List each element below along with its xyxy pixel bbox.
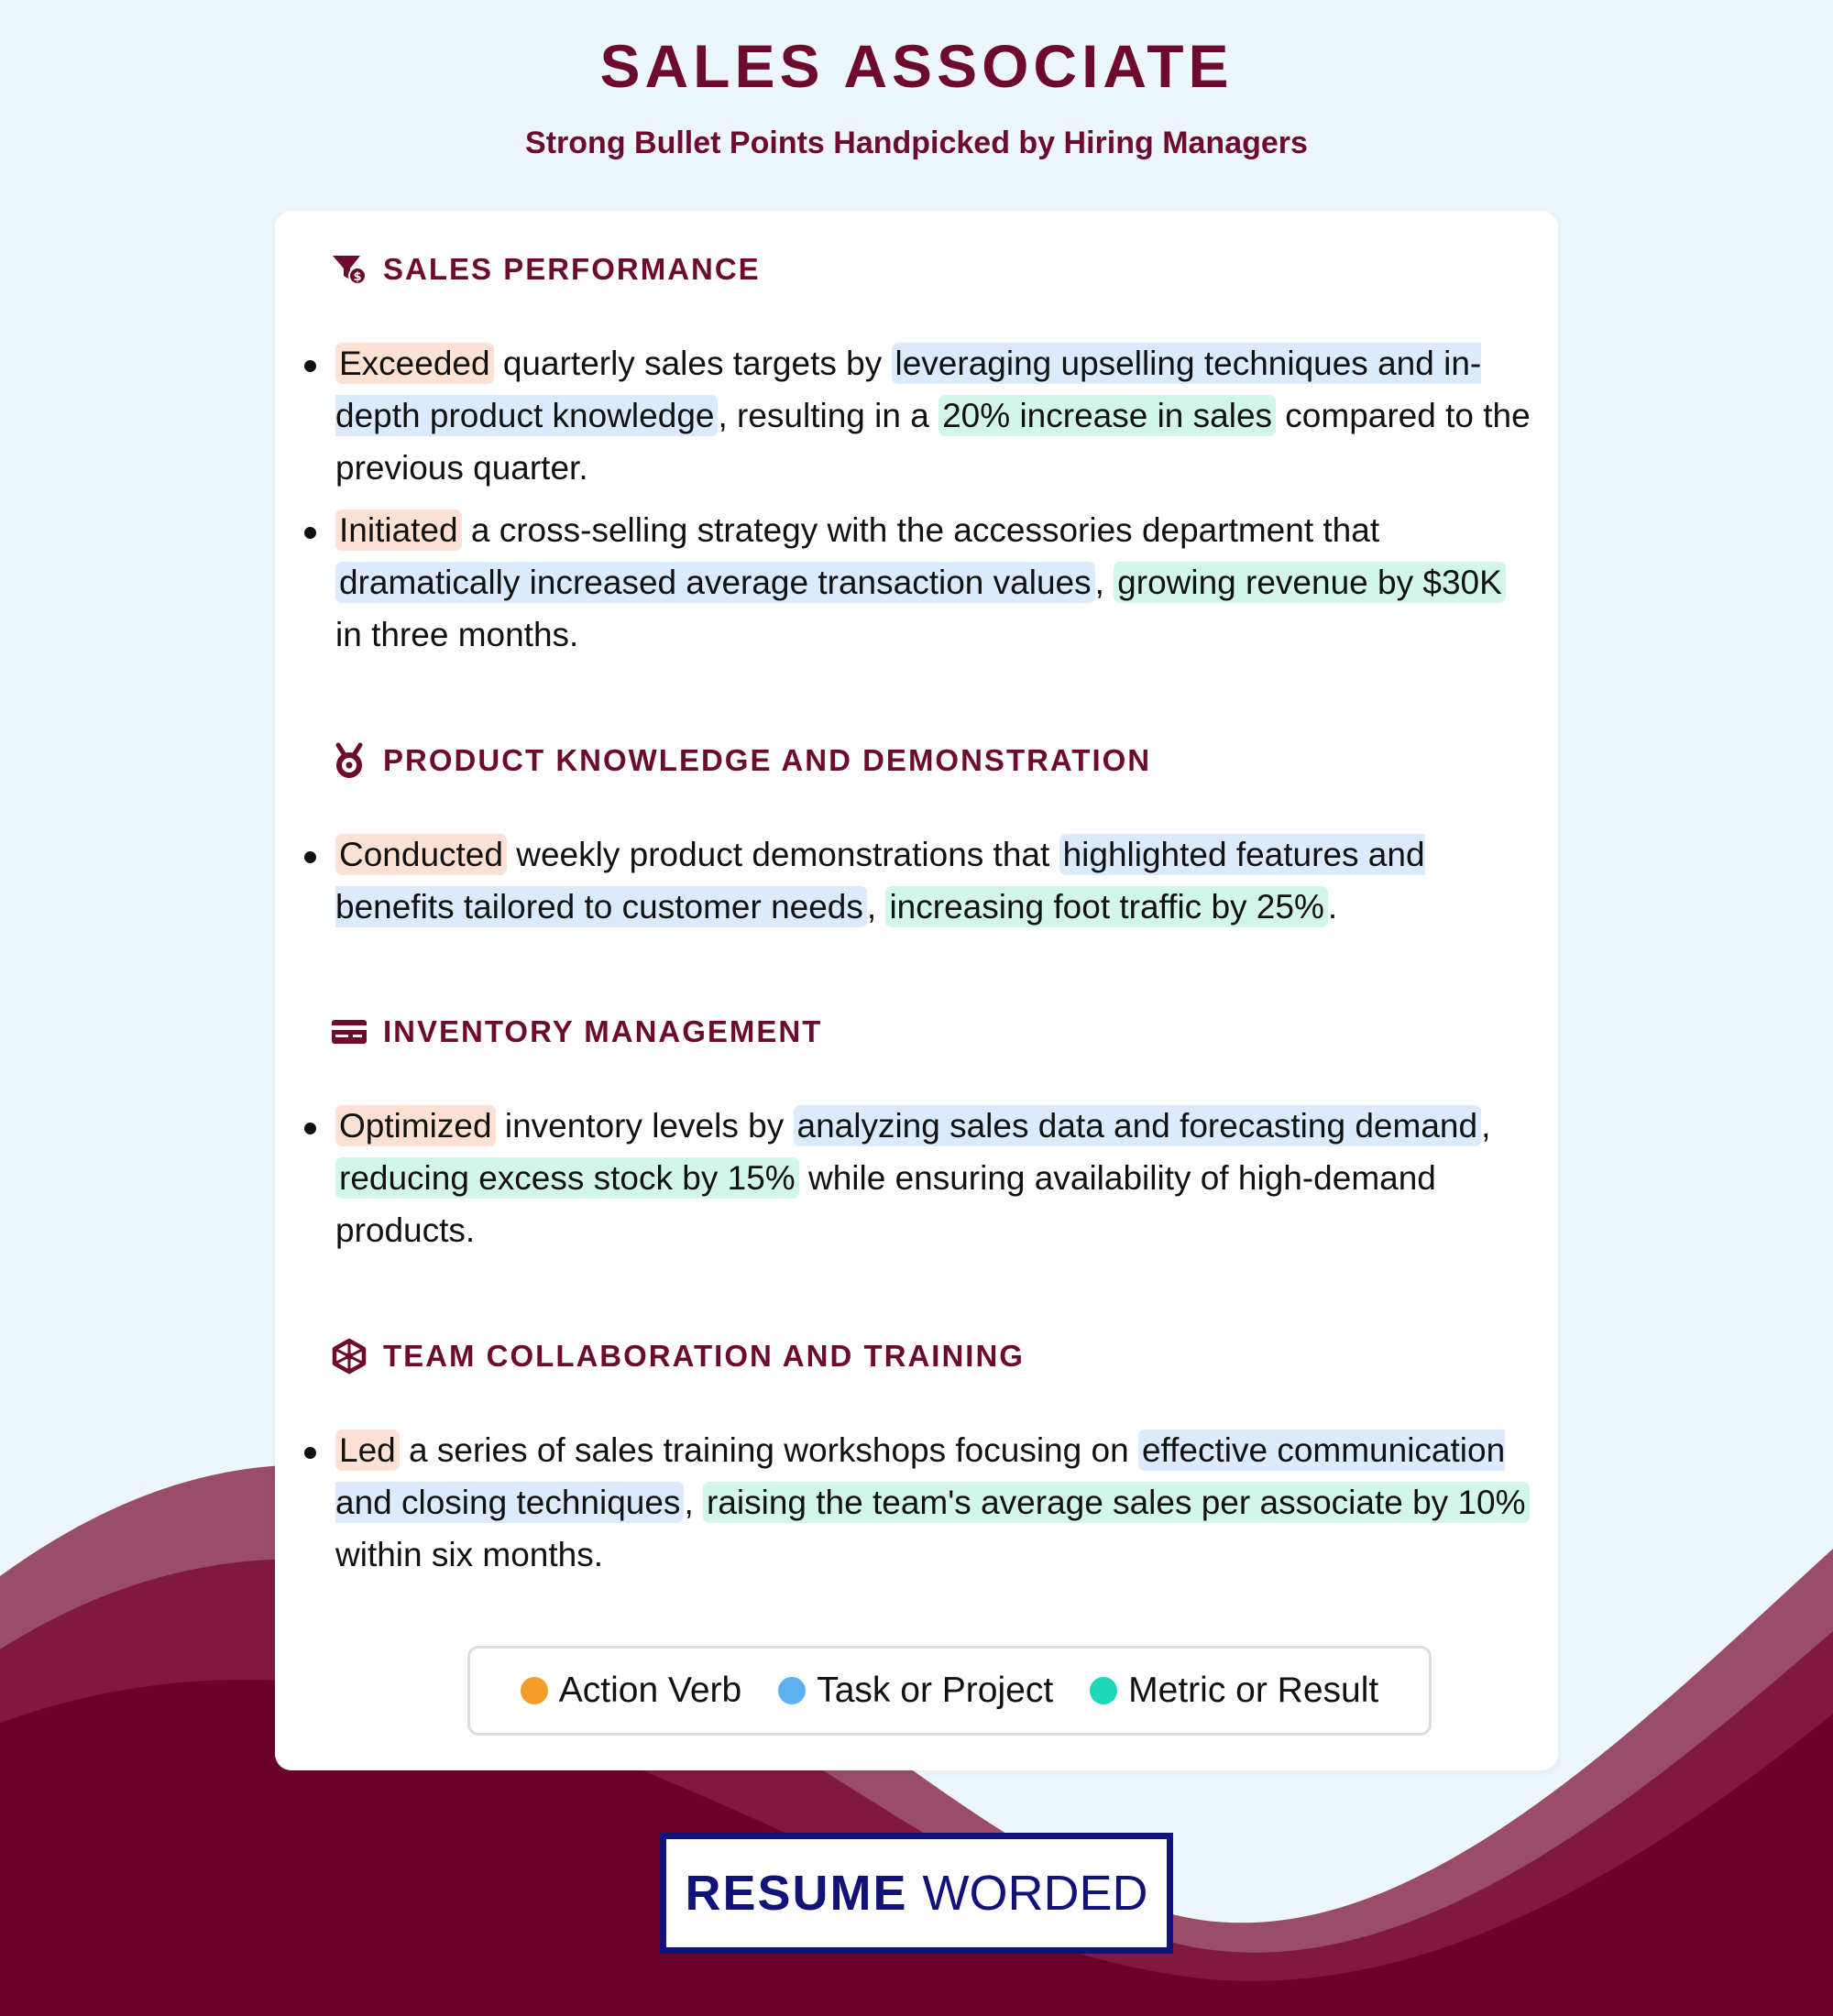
logo-text-bold: RESUME (685, 1866, 908, 1921)
cube-network-icon (328, 1335, 370, 1377)
action-highlight: Initiated (335, 509, 462, 551)
bullet-list (302, 828, 1531, 943)
section-title: TEAM COLLABORATION AND TRAINING (383, 1339, 1025, 1373)
card-icon (328, 1011, 370, 1053)
section-header (328, 1008, 822, 1056)
bullet-item: Initiated a cross-selling strategy with the accessories department that dramatically increased average transaction values , growing revenue by $30K in three months. (302, 504, 1531, 661)
bullet-points-card (275, 211, 1558, 1770)
metric-highlight: growing revenue by $30K (1114, 562, 1506, 603)
bullet-item: Optimized inventory levels by analyzing sales data and forecasting demand , reducing excess stock by 15% while ensuring availability of high-demand products. (302, 1100, 1531, 1256)
section-header (328, 737, 1151, 784)
page-subtitle: Strong Bullet Points Handpicked by Hiring Managers (525, 126, 1308, 160)
task-highlight: highlighted features and benefits tailored to customer needs (335, 836, 1425, 926)
bullet-item: Conducted weekly product demonstrations that highlighted features and benefits tailored to customer needs , increasing foot traffic by 25% . (302, 828, 1531, 933)
task-highlight: dramatically increased average transaction values (335, 562, 1095, 603)
legend-dot-icon (1090, 1677, 1117, 1704)
page-header (0, 29, 1833, 161)
section-title: INVENTORY MANAGEMENT (383, 1014, 823, 1048)
task-highlight: analyzing sales data and forecasting demand (794, 1105, 1482, 1146)
task-highlight: effective communication and closing techniques (335, 1431, 1506, 1521)
action-highlight: Conducted (335, 834, 507, 875)
legend-item-action-verb (521, 1671, 741, 1711)
section-header (328, 1332, 1025, 1380)
svg-text:$: $ (353, 270, 362, 284)
medal-icon (328, 740, 370, 782)
legend-dot-icon (521, 1677, 548, 1704)
funnel-dollar-icon (328, 248, 370, 290)
section-header (328, 246, 761, 293)
legend-label: Action Verb (558, 1671, 742, 1710)
legend-item-metric-or-result (1090, 1671, 1378, 1711)
bullet-item: Exceeded quarterly sales targets by leveraging upselling techniques and in-depth product knowledge , resulting in a 20% increase in sales compared to the previous quarter. (302, 337, 1531, 494)
legend-item-task-or-project (778, 1671, 1053, 1711)
bullet-list (302, 1424, 1531, 1591)
page-title: SALES ASSOCIATE (599, 32, 1234, 100)
metric-highlight: raising the team's average sales per associate by 10% (703, 1482, 1530, 1523)
bullet-item: Led a series of sales training workshops focusing on effective communication and closing techniques , raising the team's average sales per associate by 10% within six months. (302, 1424, 1531, 1581)
task-highlight: leveraging upselling techniques and in-depth product knowledge (335, 345, 1482, 434)
logo-text-light: WORDED (922, 1866, 1148, 1921)
bullet-list (302, 1100, 1531, 1266)
color-legend (467, 1646, 1432, 1736)
metric-highlight: increasing foot traffic by 25% (885, 886, 1327, 927)
section-title: SALES PERFORMANCE (383, 252, 761, 286)
action-highlight: Led (335, 1430, 400, 1471)
legend-dot-icon (778, 1677, 806, 1704)
action-highlight: Exceeded (335, 343, 494, 384)
legend-label: Task or Project (817, 1671, 1054, 1710)
metric-highlight: 20% increase in sales (938, 395, 1276, 436)
action-highlight: Optimized (335, 1105, 496, 1146)
section-title: PRODUCT KNOWLEDGE AND DEMONSTRATION (383, 743, 1152, 777)
bullet-list (302, 337, 1531, 671)
resume-worded-logo (660, 1833, 1173, 1954)
legend-label: Metric or Result (1128, 1671, 1379, 1710)
metric-highlight: reducing excess stock by 15% (335, 1157, 799, 1199)
